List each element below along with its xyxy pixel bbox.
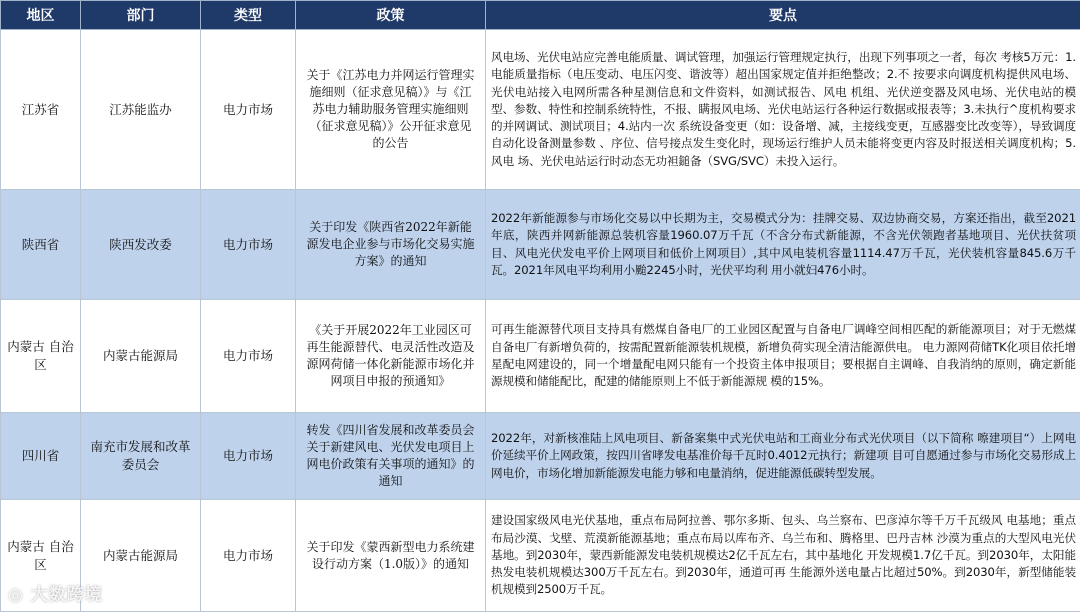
table-row — [1, 300, 1080, 413]
cell-department: 陕西发改委 — [81, 190, 201, 300]
header-type: 类型 — [201, 1, 296, 30]
watermark-text: 大数跨境 — [31, 585, 103, 605]
cell-policy: 转发《四川省发展和改革委员会关于新建风电、光伏发电项目上网电价政策有关事项的通知》的通知 — [296, 413, 486, 500]
cell-points: 2022年新能源参与市场化交易以中长期为主，交易模式分为：挂牌交易、双边协商交易，方案还指出，截至2021年底，陕西并网新能源总装机容量1960.07万千瓦（不含分布式新能源，不含光伏领跑者基地项目、光伏扶贫项目、风电光伏发电平价上网项目和低价上网项目）,其中风电装机容量1114.47万千瓦，光伏装机容量845.6万千瓦。2021年风电平均利用小颱2245小时，光伏平均利 用小就妇476小时。 — [486, 190, 1080, 300]
cell-department: 内蒙古能源局 — [81, 300, 201, 413]
table-header-row — [1, 1, 1080, 30]
cell-points: 风电场、光伏电站应完善电能质量、调试管理，加强运行管理规定执行，出现下列事项之一者，每次 考核5万元：1.电能质量指标（电压变动、电压闪变、谐波等）超出国家规定值并拒绝整改；2.不 按要求向调度机构提供风电场、光伏电站接入电网所需各种星测信息和文件资料，如测试报告、风电 机组、光伏逆变器及风电场、光伏电站的模型、参数、特性和控制系统特性，不报、瞒报风电场、光伏电站运行各种运行数据或报表等；3.未执行^度机构要求的并网调试、测试项目；4.站内一次 系统设备变更（如：设备增、减，主接线变更，互感器变比改变等），导致调度自动化设备测量参数 、序位、信号接点发生变化时，现场运行维护人员未能将变更内容及时报送相关调度机构；5.风电 场、光伏电站运行时动态无功袒鎚备（SVG/SVC）未投入运行。 — [486, 30, 1080, 190]
cell-region: 陕西省 — [1, 190, 81, 300]
cell-points: 可再生能源替代项目支持具有燃煤自备电厂的工业园区配置与自备电厂调峰空间相匹配的新能源项目；对于无燃煤自备电厂有新增负荷的，按需配置新能源装机规模，新增负荷实现全清洁能源供电。 电力源网荷储TK化项目依托增星配电网建设的，同一个增量配电网只能有一个投资主体申报项目；要根据自主调峰、自我消纳的原则，确定新能源规模和储能配比，配建的储能原则上不低于新能源规 模的15%。 — [486, 300, 1080, 413]
watermark-logo-icon: ◎ — [8, 585, 31, 605]
cell-type: 电力市场 — [201, 30, 296, 190]
cell-region: 四川省 — [1, 413, 81, 500]
watermark — [8, 580, 103, 605]
cell-department: 内蒙古能源局 — [81, 500, 201, 612]
cell-policy: 关于《江苏电力并网运行管理实施细则（征求意见稿）》与《江苏电力辅助服务管理实施细则（征求意见稿）》公开征求意见的公告 — [296, 30, 486, 190]
header-department: 部门 — [81, 1, 201, 30]
header-points: 要点 — [486, 1, 1080, 30]
cell-points: 2022年，对新核准陆上风电项目、新备案集中式光伏电站和工商业分布式光伏项目（以下简称 嚓建项目“）上网电价延续平价上网政策，按四川省哮发电基准价每千瓦时0.4012元执行；新建项 目可自愿通过参与市场化交易形成上网电价，市场化增加新能源发电能力够和电量消纳，促进能源低碳转型发展。 — [486, 413, 1080, 500]
cell-points: 建设国家级风电光伏基地，重点布局阿拉善、鄂尔多斯、包头、乌兰察布、巴彦淖尔等千万千瓦级风 电基地；重点布局沙漠、戈壁、荒漠新能源基地；重点布局以库布齐、乌兰布和、腾格里、巴丹吉林 沙漠为重点的大型风电光伏基地。到2030年，蒙西新能源发电装机规模达2亿千瓦左右，其中基地化 开发规模1.7亿千瓦。到2030年，太阳能热发电装机规模达300万千瓦左右。到2030年，通道可再 生能源外送电量占比超过50%。到2030年，新型储能装机规模到2500万千瓦。 — [486, 500, 1080, 612]
table-row — [1, 413, 1080, 500]
cell-type: 电力市场 — [201, 500, 296, 612]
cell-policy: 关于印发《蒙西新型电力系统建设行动方案（1.0版）》的通知 — [296, 500, 486, 612]
header-policy: 政策 — [296, 1, 486, 30]
cell-type: 电力市场 — [201, 190, 296, 300]
cell-type: 电力市场 — [201, 300, 296, 413]
cell-policy: 关于印发《陕西省2022年新能源发电企业参与市场化交易实施方案》的通知 — [296, 190, 486, 300]
table-row — [1, 500, 1080, 612]
table-row — [1, 190, 1080, 300]
table-row — [1, 30, 1080, 190]
cell-region: 内蒙古 自治区 — [1, 300, 81, 413]
cell-department: 南充市发展和改革委员会 — [81, 413, 201, 500]
cell-region: 江苏省 — [1, 30, 81, 190]
cell-department: 江苏能监办 — [81, 30, 201, 190]
cell-policy: 《关于开展2022年工业园区可再生能源替代、电灵活性改造及源网荷储一体化新能源市场化并网项目申报的预通知》 — [296, 300, 486, 413]
cell-type: 电力市场 — [201, 413, 296, 500]
header-region: 地区 — [1, 1, 81, 30]
cell-region: 内蒙古 自治区 — [1, 500, 81, 612]
